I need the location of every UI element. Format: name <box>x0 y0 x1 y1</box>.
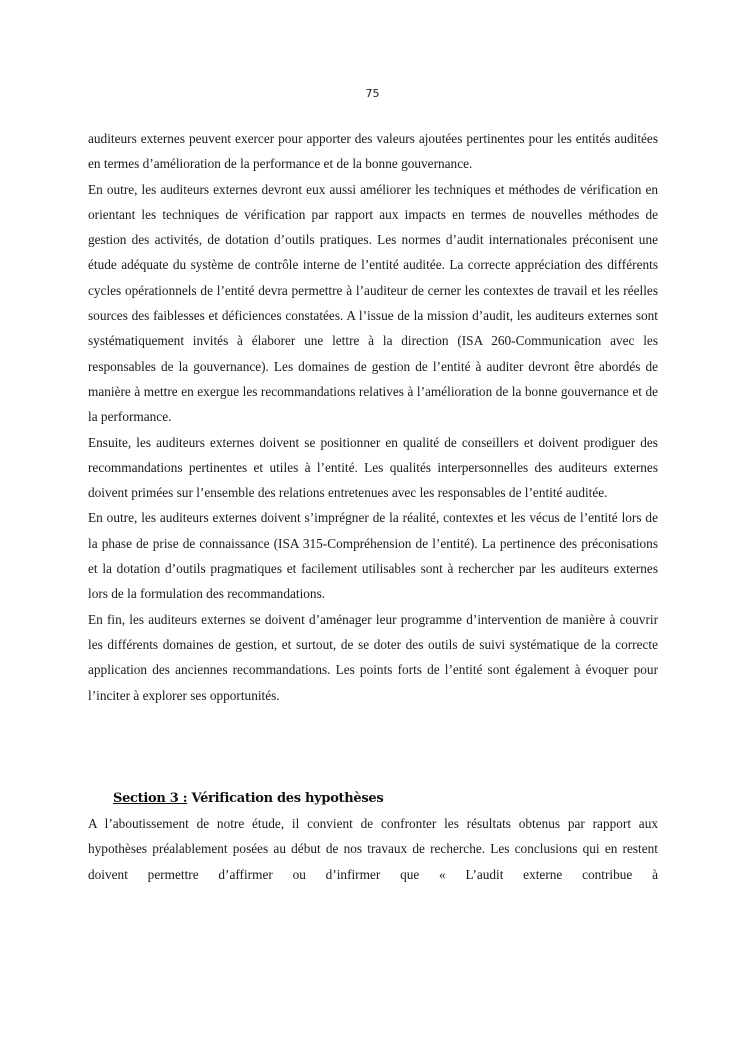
paragraph: En outre, les auditeurs externes doivent s’imprégner de la réalité, contextes et les vécus de l’entité lors de la phase de prise de connaissance (ISA 315-Compréhension de l’entité). La pertinence des préconisations et la dotation d’outils pragmatiques et facilement utilisables sont à rechercher par les auditeurs externes lors de la formulation des recommandations. <box>88 510 658 602</box>
paragraph: auditeurs externes peuvent exercer pour apporter des valeurs ajoutées pertinentes pour les entités auditées en termes d’amélioration de la performance et de la bonne gouvernance. <box>88 131 658 172</box>
paragraph: En fin, les auditeurs externes se doivent d’aménager leur programme d’intervention de manière à couvrir les différents domaines de gestion, et surtout, de se doter des outils de suivi systématique de la correcte application des anciennes recommandations. Les points forts de l’entité sont également à évoquer pour l’inciter à explorer ses opportunités. <box>88 611 658 703</box>
page-number: 75 <box>365 87 380 100</box>
section-body <box>88 811 658 887</box>
paragraph: En outre, les auditeurs externes devront eux aussi améliorer les techniques et méthodes de vérification en orientant les techniques de vérification par rapport aux impacts en termes de nouvelles méthodes de gestion des activités, de dotation d’outils pratiques. Les normes d’audit internationales préconisent une étude adéquate du système de contrôle interne de l’entité auditée. La correcte appréciation des différents cycles opérationnels de l’entité devra permettre à l’auditeur de cerner les contextes de travail et les réelles sources des faiblesses et déficiences constatées. A l’issue de la mission d’audit, les auditeurs externes sont systématiquement invités à élaborer une lettre à la direction (ISA 260-Communication avec les responsables de la gouvernance). Les domaines de gestion de l’entité à auditer devront être abordés de manière à mettre en exergue les recommandations relatives à l’amélioration de la bonne gouvernance et de la performance. <box>88 181 658 425</box>
body-text <box>88 126 658 708</box>
paragraph: Ensuite, les auditeurs externes doivent se positionner en qualité de conseillers et doivent prodiguer des recommandations pertinentes et utiles à l’entité. Les qualités interpersonnelles des auditeurs externes doivent primées sur l’ensemble des relations entretenues avec les responsables de l’entité auditée. <box>88 434 658 501</box>
section-title: Vérification des hypothèses <box>187 791 384 806</box>
section-paragraph: A l’aboutissement de notre étude, il convient de confronter les résultats obtenus par rapport aux hypothèses préalablement posées au début de nos travaux de recherche. Les conclusions qui en restent doivent permettre d’affirmer ou d’infirmer que « L’audit externe contribue à <box>88 816 658 882</box>
section-number: Section 3 : <box>113 791 188 806</box>
section-heading <box>113 789 613 809</box>
